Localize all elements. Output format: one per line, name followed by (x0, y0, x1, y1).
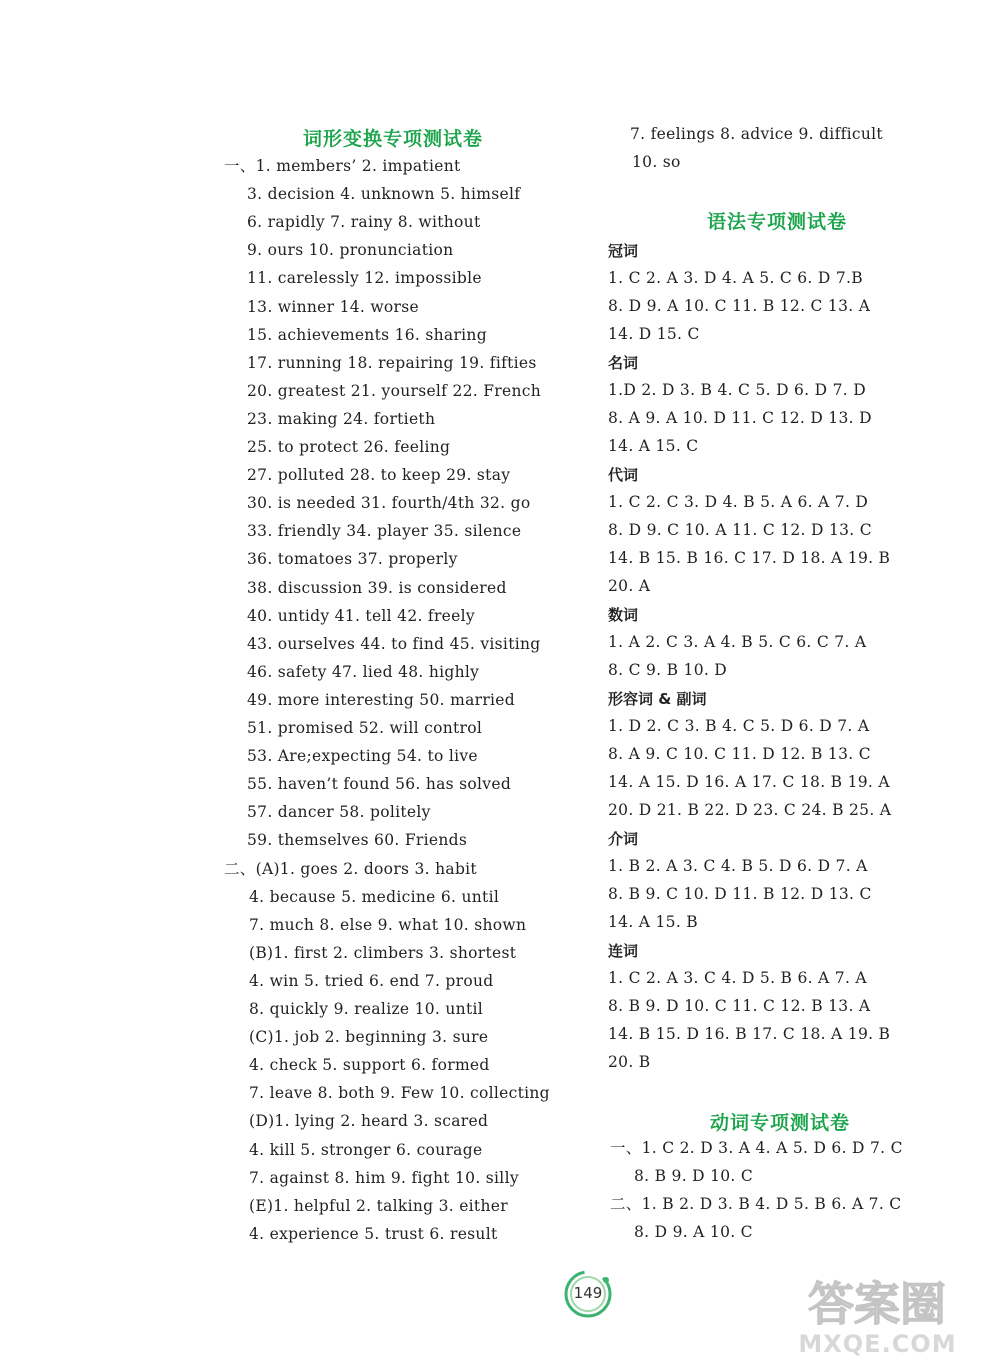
answer-line: 8. D 9. C 10. A 11. C 12. D 13. C (608, 521, 872, 539)
answer-line: 14. B 15. D 16. B 17. C 18. A 19. B (608, 1025, 891, 1043)
answer-line: 38. discussion 39. is considered (247, 578, 507, 597)
answer-line: 二、(A)1. goes 2. doors 3. habit (224, 859, 477, 878)
answer-line: 55. haven’t found 56. has solved (247, 775, 512, 794)
answer-line: 8. B 9. D 10. C (634, 1167, 754, 1185)
answer-line: 40. untidy 41. tell 42. freely (247, 606, 475, 625)
answer-line: 1. C 2. A 3. C 4. D 5. B 6. A 7. A (608, 969, 867, 987)
watermark-domain: MXQE.COM (798, 1330, 957, 1358)
answer-line: 14. D 15. C (608, 325, 700, 343)
answer-line: 20. D 21. B 22. D 23. C 24. B 25. A (608, 801, 892, 819)
answer-line: 20. greatest 21. yourself 22. French (247, 381, 541, 400)
category-heading: 代词 (608, 466, 639, 484)
answer-line: 6. rapidly 7. rainy 8. without (247, 213, 481, 232)
answer-line: 20. A (608, 577, 651, 595)
answer-line: 14. A 15. B (608, 913, 698, 931)
answer-line: 4. because 5. medicine 6. until (249, 887, 500, 906)
page-number-badge (562, 1268, 614, 1320)
answer-line: 15. achievements 16. sharing (247, 325, 487, 344)
answer-line: (B)1. first 2. climbers 3. shortest (249, 943, 517, 962)
answer-line: 13. winner 14. worse (247, 297, 419, 316)
answer-line: 59. themselves 60. Friends (247, 831, 468, 850)
answer-line: 4. kill 5. stronger 6. courage (249, 1140, 483, 1159)
answer-line: 1. C 2. A 3. D 4. A 5. C 6. D 7.B (608, 269, 863, 287)
svg-text:答案圈: 答案圈 (808, 1277, 946, 1331)
answer-line: 8. B 9. D 10. C 11. C 12. B 13. A (608, 997, 871, 1015)
answer-line: 23. making 24. fortieth (247, 409, 436, 428)
answer-line: 46. safety 47. lied 48. highly (247, 662, 480, 681)
answer-line: 57. dancer 58. politely (247, 803, 431, 822)
category-heading: 连词 (608, 942, 639, 960)
answer-line: 8. A 9. C 10. C 11. D 12. B 13. C (608, 745, 871, 763)
answer-line: 1. D 2. C 3. B 4. C 5. D 6. D 7. A (608, 717, 870, 735)
answer-line: 33. friendly 34. player 35. silence (247, 522, 522, 541)
answer-line: 14. A 15. C (608, 437, 699, 455)
answer-line: (E)1. helpful 2. talking 3. either (249, 1196, 508, 1215)
answer-line: 7. much 8. else 9. what 10. shown (249, 915, 527, 934)
answer-line: 14. B 15. B 16. C 17. D 18. A 19. B (608, 549, 891, 567)
answer-line: 10. so (632, 153, 681, 171)
answer-line: 36. tomatoes 37. properly (247, 550, 458, 569)
answer-line: 3. decision 4. unknown 5. himself (247, 185, 521, 204)
category-heading: 冠词 (608, 242, 639, 260)
answer-line: (D)1. lying 2. heard 3. scared (249, 1112, 489, 1131)
answer-line: 7. against 8. him 9. fight 10. silly (249, 1168, 519, 1187)
answer-line: 30. is needed 31. fourth/4th 32. go (247, 494, 531, 513)
answer-line: 4. win 5. tried 6. end 7. proud (249, 971, 494, 990)
answer-line: 二、1. B 2. D 3. B 4. D 5. B 6. A 7. C (610, 1195, 902, 1213)
answer-line: 20. B (608, 1053, 651, 1071)
answer-line: 14. A 15. D 16. A 17. C 18. B 19. A (608, 773, 890, 791)
answer-line: 1. B 2. A 3. C 4. B 5. D 6. D 7. A (608, 857, 868, 875)
watermark (760, 1268, 995, 1363)
answer-line: 11. carelessly 12. impossible (247, 269, 482, 288)
answer-line: 8. B 9. C 10. D 11. B 12. D 13. C (608, 885, 872, 903)
category-heading: 名词 (608, 354, 639, 372)
answer-line: 49. more interesting 50. married (247, 690, 515, 709)
answer-line: 8. D 9. A 10. C (634, 1223, 753, 1241)
answer-line: 一、1. C 2. D 3. A 4. A 5. D 6. D 7. C (610, 1139, 903, 1157)
category-heading: 形容词 & 副词 (608, 690, 707, 708)
answer-line: 8. quickly 9. realize 10. until (249, 1000, 483, 1018)
category-heading: 介词 (608, 830, 639, 848)
answer-line: 51. promised 52. will control (247, 719, 483, 737)
answer-line: 1. A 2. C 3. A 4. B 5. C 6. C 7. A (608, 633, 867, 651)
left-title: 词形变换专项测试卷 (303, 128, 484, 150)
category-heading: 数词 (608, 606, 639, 624)
grammar-section-title: 语法专项测试卷 (707, 211, 848, 233)
answer-line: 27. polluted 28. to keep 29. stay (247, 466, 511, 485)
answer-line: 8. C 9. B 10. D (608, 661, 728, 679)
answer-line: (C)1. job 2. beginning 3. sure (249, 1028, 489, 1047)
answer-line: 25. to protect 26. feeling (247, 438, 451, 456)
answer-line: 4. experience 5. trust 6. result (249, 1224, 498, 1243)
answer-line: 8. D 9. A 10. C 11. B 12. C 13. A (608, 297, 871, 315)
answer-line: 9. ours 10. pronunciation (247, 241, 454, 260)
answer-line: 43. ourselves 44. to find 45. visiting (247, 634, 541, 653)
answer-line: 1.D 2. D 3. B 4. C 5. D 6. D 7. D (608, 381, 866, 399)
answer-line: 7. feelings 8. advice 9. difficult (630, 125, 883, 143)
verb-section-title: 动词专项测试卷 (710, 1112, 851, 1134)
answer-line: 一、1. members’ 2. impatient (224, 157, 461, 175)
answer-line: 1. C 2. C 3. D 4. B 5. A 6. A 7. D (608, 493, 869, 511)
answer-line: 53. Are;expecting 54. to live (247, 747, 478, 766)
answer-line: 8. A 9. A 10. D 11. C 12. D 13. D (608, 409, 872, 427)
answer-line: 4. check 5. support 6. formed (249, 1056, 490, 1075)
answer-line: 17. running 18. repairing 19. fifties (247, 353, 537, 372)
answer-line: 7. leave 8. both 9. Few 10. collecting (249, 1084, 550, 1103)
page-number: 149 (573, 1284, 603, 1302)
